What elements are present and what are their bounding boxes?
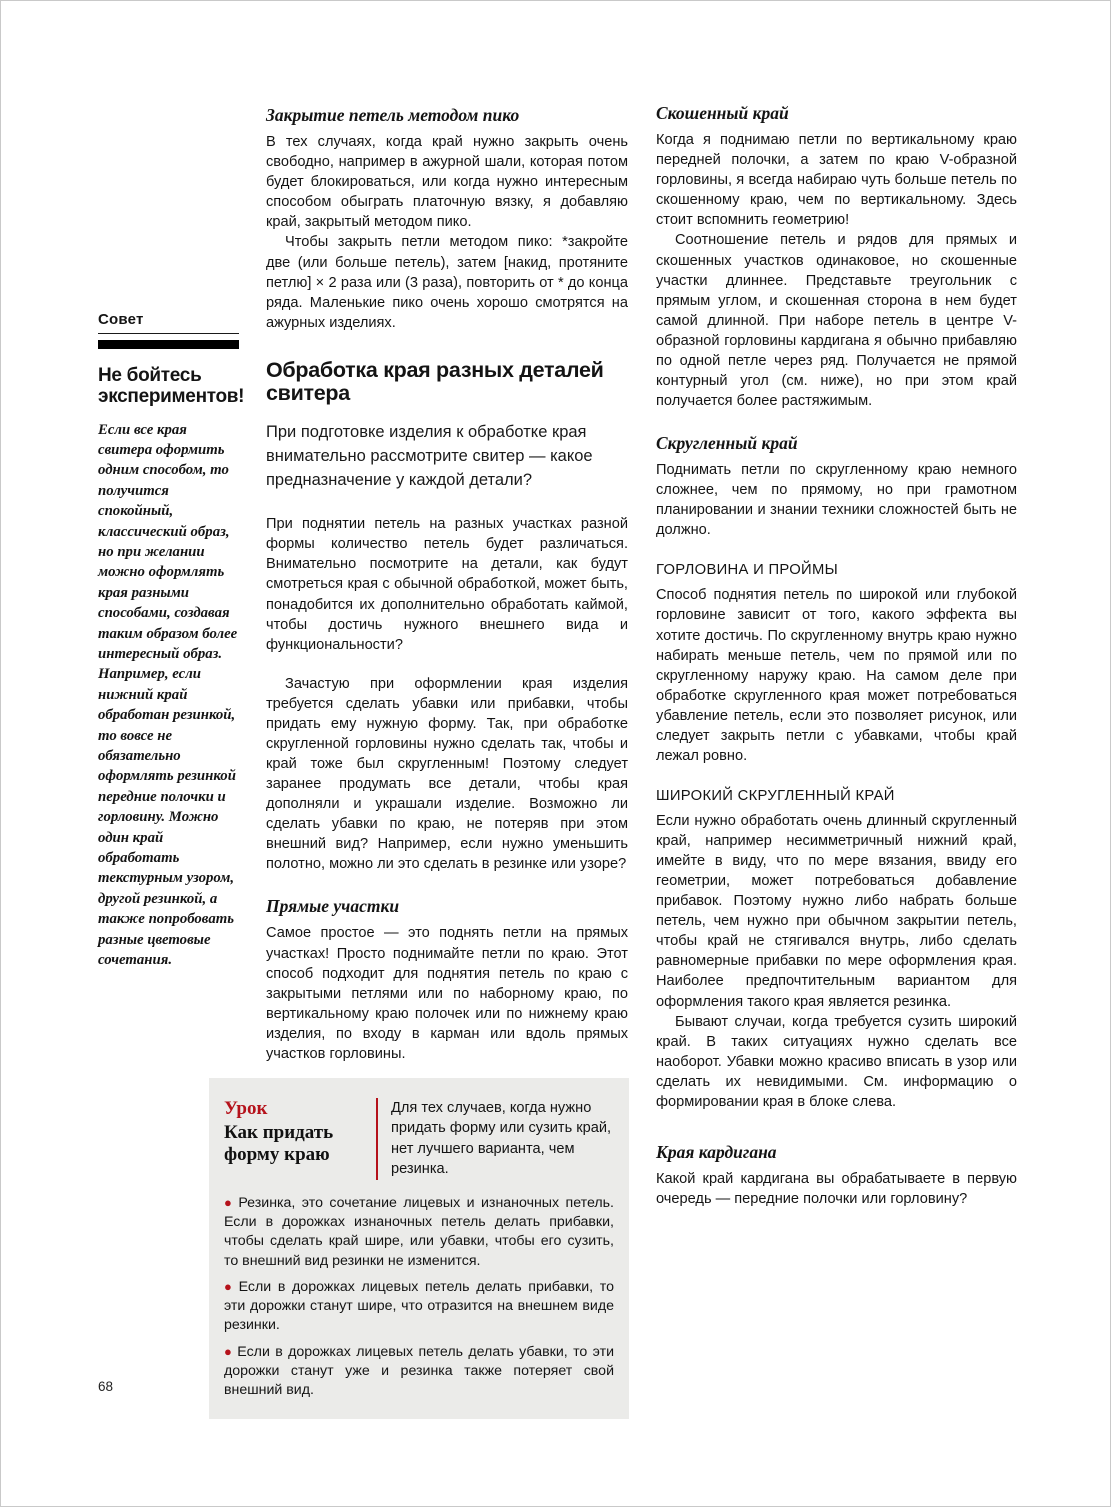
tip-heading: Не бойтесь экспериментов! <box>98 365 245 408</box>
rounded-heading: Скругленный край <box>656 433 798 453</box>
thin-rule <box>98 333 239 334</box>
lesson-bullet-item <box>224 1343 614 1401</box>
beveled-paragraph-1: Когда я поднимаю петли по вертикальному краю передней полочки, а затем по краю V-образной горловины, я всегда набираю чуть больше петель по скошенному краю, чем по вертикальному. Здесь стоит вспомнить геометрию! <box>656 132 1017 229</box>
thick-black-bar <box>98 340 239 349</box>
neckline-heading: ГОРЛОВИНА И ПРОЙМЫ <box>656 562 839 579</box>
lesson-bullet-item <box>224 1278 614 1336</box>
straight-paragraph-1: Самое простое — это поднять петли на прямых участках! Просто поднимайте петли по краю. Этот способ подходит для поднятия петель по краю с закрытыми петлями или по наборному краю, по вертикальному краю полочек или по нижнему краю изделия, по входу в карман или вдоль прямых участков горловины. <box>266 925 628 1062</box>
right-column <box>656 103 1017 1209</box>
wide-paragraph-1: Если нужно обработать очень длинный скругленный край, например несимметричный нижний край, имейте в виду, что по мере вязания, ввиду его геометрии, может потребоваться добавление прибавок. Поэтому нужно либо набрать больше петель, чем нужно при обычном закрытии петель, чтобы край не стягивался внутрь, либо сделать равномерные прибавки по мере оформления края. Наиболее предпочтительным вариантом для оформления такого края является резинка. <box>656 812 1017 1010</box>
lesson-bullet-list <box>224 1194 614 1401</box>
neckline-paragraph-1: Способ поднятия петель по широкой или глубокой горловине зависит от того, какого эффекта вы хотите достичь. По скругленному внутрь краю нужно набирать меньше петель, чем по прямой или по скругленному наружу краю. На самом деле при обработке скругленного края может потребоваться убавление петель, если это позволяет рисунок, или следует закрыть петли с убавками, чтобы край лежал ровно. <box>656 587 1017 764</box>
section-paragraph-1: При поднятии петель на разных участках разной формы количество петель будет различаться. Внимательно посмотрите на детали, как будут смотреться края с обычной обработкой, может быть, понадобится их дополнительно обработать каймой, чтобы достичь нужного внешнего вида и функциональности? <box>266 516 628 653</box>
cardigan-heading: Края кардигана <box>656 1141 777 1162</box>
bullet-dot-icon: ● <box>224 1194 235 1210</box>
lesson-bullet-text: Если в дорожках лицевых петель делать убавки, то эти дорожки станут уже и резинка также потеряет свой внешний вид. <box>224 1343 614 1399</box>
page-number: 68 <box>98 1379 114 1394</box>
lesson-intro: Для тех случаев, когда нужно придать форму или сузить край, нет лучшего варианта, чем резинка. <box>376 1098 614 1180</box>
beveled-heading: Скошенный край <box>656 103 789 123</box>
bullet-dot-icon: ● <box>224 1343 234 1359</box>
wide-paragraph-2: Бывают случаи, когда требуется сузить широкий край. В таких ситуациях нужно сделать все наоборот. Убавки можно красиво вписать в узор или сделать их невидимыми. См. информацию о формировании края в блоке слева. <box>656 1013 1017 1110</box>
bullet-dot-icon: ● <box>224 1278 235 1294</box>
rounded-paragraph-1: Поднимать петли по скругленному краю немного сложнее, чем по прямому, но при грамотном планировании и знании техники сложностей быть не должно. <box>656 462 1017 539</box>
beveled-paragraph-2: Соотношение петель и рядов для прямых и скошенных участков одинаковое, но скошенные участки длиннее. Представьте треугольник с прямым углом, и скошенная сторона в нем будет самой длинной. При наборе петель в центре V-образной горловины кардигана я обычно прибавляю по одной петле через ряд. Получается не прямой контурный угол (см. ниже), но при этом край получается более растяжимым. <box>656 232 1017 409</box>
lesson-bullet-text: Если в дорожках лицевых петель делать прибавки, то эти дорожки станут шире, что отразится на внешнем виде резинки. <box>224 1278 614 1334</box>
section-lead: При подготовке изделия к обработке края внимательно рассмотрите свитер — какое предназначение у каждой детали? <box>266 423 593 490</box>
pico-paragraph-2: Чтобы закрыть петли методом пико: *закройте две (или больше петель), затем [накид, протяните петлю] × 2 раза или (3 раза), повторить от * до конца ряда. Маленькие пико очень хорошо смотрятся на ажурных изделиях. <box>266 234 628 331</box>
straight-heading: Прямые участки <box>266 896 400 917</box>
middle-column <box>224 105 628 1419</box>
pico-paragraph-1: В тех случаях, когда край нужно закрыть очень свободно, например в ажурной шали, которая потом будет блокироваться, или когда нужно интересным способом обыграть платочную вязку, я добавляю край, закрытый методом пико. <box>266 134 628 231</box>
lesson-bullet-text: Резинка, это сочетание лицевых и изнаночных петель. Если в дорожках изнаночных петель делать прибавки, чтобы сделать край шире, или убавки, чтобы его сузить, то внешний вид резинки не изменится. <box>224 1194 614 1269</box>
lesson-title: Как придать форму краю <box>224 1121 334 1165</box>
section-paragraph-2: Зачастую при оформлении края изделия требуется сделать убавки или прибавки, чтобы придать ему нужную форму. Так, при обработке скругленной горловины нужно сделать так, чтобы и край тоже был скругленным! Поэтому следует заранее продумать все детали, чтобы края дополняли и украшали изделие. Возможно ли сделать убавки по краю, не потеряв при этом внешний вид? Например, если нужно уменьшить полотно, можно ли это сделать в резинке или узоре? <box>266 675 628 873</box>
tip-sidebar <box>98 311 245 971</box>
lesson-header <box>224 1098 614 1180</box>
lesson-header-left <box>224 1098 376 1180</box>
pico-heading: Закрытие петель методом пико <box>266 105 520 125</box>
lesson-box <box>209 1078 629 1419</box>
tip-kicker: Совет <box>98 311 144 328</box>
wide-rounded-heading: ШИРОКИЙ СКРУГЛЕННЫЙ КРАЙ <box>656 787 895 804</box>
lesson-kicker: Урок <box>224 1097 268 1119</box>
tip-body: Если все края свитера оформить одним способом, то получится спокойный, классический образ, но при желании можно оформлять края разными способами, создавая таким образом более интересный образ. Например, если нижний край обработан резинкой, то вовсе не обязательно оформлять резинкой передние полочки и горловину. Можно один край обработать текстурным узором, другой резинкой, а также попробовать разные цветовые сочетания. <box>98 421 238 969</box>
section-heading: Обработка края разных деталей свитера <box>266 357 604 406</box>
lesson-bullet-item <box>224 1194 614 1271</box>
cardigan-paragraph-1: Какой край кардигана вы обрабатываете в первую очередь — передние полочки или горловину? <box>656 1171 1017 1208</box>
